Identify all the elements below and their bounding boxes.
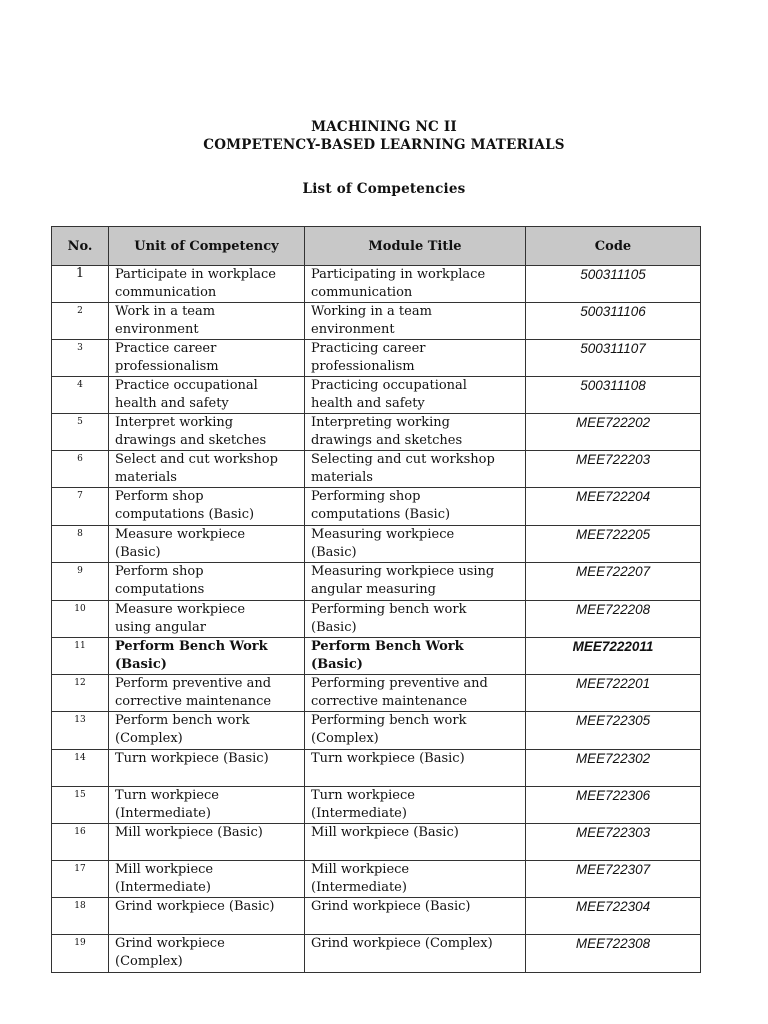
unit-text-line: (Intermediate) xyxy=(115,806,211,821)
module-title-cell xyxy=(305,526,526,563)
unit-text-line: Mill workpiece xyxy=(115,862,214,877)
row-number: 9 xyxy=(52,563,109,601)
module-title-cell xyxy=(305,340,526,377)
unit-of-competency-cell xyxy=(109,898,305,935)
module-text-line: (Complex) xyxy=(311,731,379,746)
unit-text-line: Mill workpiece (Basic) xyxy=(115,825,263,840)
module-text-line: Practicing occupational xyxy=(311,378,467,393)
code-cell: MEE722207 xyxy=(526,563,701,601)
table-row xyxy=(52,824,701,861)
module-title-cell xyxy=(305,787,526,824)
column-header-code: Code xyxy=(526,227,701,266)
unit-text-line: Turn workpiece xyxy=(115,788,219,803)
module-title-cell xyxy=(305,638,526,675)
module-text-line: angular measuring xyxy=(311,582,436,597)
module-text-line: corrective maintenance xyxy=(311,694,468,709)
unit-text-line: Turn workpiece (Basic) xyxy=(115,751,269,766)
unit-text-line: Participate in workplace xyxy=(115,267,276,282)
unit-of-competency-cell xyxy=(109,712,305,750)
table-row xyxy=(52,266,701,303)
unit-of-competency-cell xyxy=(109,861,305,898)
code-cell: MEE722306 xyxy=(526,787,701,824)
row-number: 16 xyxy=(52,824,109,861)
table-row xyxy=(52,638,701,675)
module-text-line: (Basic) xyxy=(311,620,357,635)
module-text-line: Performing preventive and xyxy=(311,676,488,691)
module-text-line: materials xyxy=(311,470,373,485)
unit-text-line: health and safety xyxy=(115,396,229,411)
unit-text-line: computations xyxy=(115,582,205,597)
module-title-cell xyxy=(305,861,526,898)
module-text-line: Grind workpiece (Basic) xyxy=(311,899,471,914)
table-row xyxy=(52,377,701,414)
unit-text-line: Perform shop xyxy=(115,489,204,504)
code-cell: MEE722308 xyxy=(526,935,701,973)
unit-text-line: Select and cut workshop xyxy=(115,452,278,467)
unit-text-line: Perform shop xyxy=(115,564,204,579)
unit-of-competency-cell xyxy=(109,526,305,563)
code-cell: MEE7222011 xyxy=(526,638,701,675)
unit-of-competency-cell xyxy=(109,787,305,824)
unit-text-line: Grind workpiece (Basic) xyxy=(115,899,275,914)
code-cell: 500311105 xyxy=(526,266,701,303)
module-text-line: Selecting and cut workshop xyxy=(311,452,495,467)
row-number: 4 xyxy=(52,377,109,414)
module-text-line: environment xyxy=(311,322,395,337)
module-text-line: health and safety xyxy=(311,396,425,411)
unit-of-competency-cell xyxy=(109,638,305,675)
table-row xyxy=(52,750,701,787)
module-text-line: communication xyxy=(311,285,413,300)
code-cell: MEE722302 xyxy=(526,750,701,787)
row-number: 2 xyxy=(52,303,109,340)
module-title-cell xyxy=(305,414,526,451)
module-text-line: professionalism xyxy=(311,359,415,374)
table-row xyxy=(52,861,701,898)
unit-of-competency-cell xyxy=(109,303,305,340)
table-row xyxy=(52,787,701,824)
module-text-line: Turn workpiece (Basic) xyxy=(311,751,465,766)
table-row xyxy=(52,526,701,563)
row-number: 11 xyxy=(52,638,109,675)
module-text-line: Perform Bench Work xyxy=(311,639,464,654)
unit-of-competency-cell xyxy=(109,266,305,303)
code-cell: MEE722204 xyxy=(526,488,701,526)
table-row xyxy=(52,488,701,526)
table-row xyxy=(52,414,701,451)
module-text-line: Mill workpiece (Basic) xyxy=(311,825,459,840)
code-cell: 500311106 xyxy=(526,303,701,340)
unit-text-line: (Basic) xyxy=(115,545,161,560)
row-number: 12 xyxy=(52,675,109,712)
unit-text-line: (Complex) xyxy=(115,731,183,746)
module-text-line: (Basic) xyxy=(311,657,363,672)
row-number: 5 xyxy=(52,414,109,451)
unit-of-competency-cell xyxy=(109,935,305,973)
code-cell: 500311108 xyxy=(526,377,701,414)
table-row xyxy=(52,563,701,601)
table-row xyxy=(52,601,701,638)
code-cell: MEE722307 xyxy=(526,861,701,898)
code-cell: MEE722205 xyxy=(526,526,701,563)
module-text-line: Interpreting working xyxy=(311,415,450,430)
row-number: 17 xyxy=(52,861,109,898)
unit-of-competency-cell xyxy=(109,675,305,712)
module-text-line: Performing bench work xyxy=(311,713,467,728)
table-row xyxy=(52,303,701,340)
unit-text-line: computations (Basic) xyxy=(115,507,255,522)
unit-text-line: communication xyxy=(115,285,217,300)
module-title-cell xyxy=(305,935,526,973)
module-title-cell xyxy=(305,601,526,638)
module-text-line: Performing bench work xyxy=(311,602,467,617)
module-text-line: Practicing career xyxy=(311,341,426,356)
unit-text-line: Practice career xyxy=(115,341,217,356)
table-row xyxy=(52,340,701,377)
row-number: 13 xyxy=(52,712,109,750)
unit-text-line: Perform bench work xyxy=(115,713,250,728)
row-number: 15 xyxy=(52,787,109,824)
code-cell: MEE722305 xyxy=(526,712,701,750)
unit-text-line: professionalism xyxy=(115,359,219,374)
module-text-line: Working in a team xyxy=(311,304,432,319)
unit-text-line: (Intermediate) xyxy=(115,880,211,895)
table-row xyxy=(52,898,701,935)
code-cell: MEE722208 xyxy=(526,601,701,638)
table-row xyxy=(52,712,701,750)
module-title-cell xyxy=(305,712,526,750)
document-title: MACHINING NC II xyxy=(311,119,457,135)
module-text-line: Turn workpiece xyxy=(311,788,415,803)
code-cell: MEE722201 xyxy=(526,675,701,712)
table-row xyxy=(52,675,701,712)
unit-text-line: corrective maintenance xyxy=(115,694,272,709)
unit-of-competency-cell xyxy=(109,488,305,526)
module-text-line: Measuring workpiece using xyxy=(311,564,495,579)
unit-of-competency-cell xyxy=(109,451,305,488)
unit-text-line: environment xyxy=(115,322,199,337)
unit-text-line: using angular xyxy=(115,620,206,635)
module-text-line: (Intermediate) xyxy=(311,880,407,895)
column-header-no: No. xyxy=(52,227,109,266)
unit-text-line: (Complex) xyxy=(115,954,183,969)
unit-text-line: (Basic) xyxy=(115,657,167,672)
module-title-cell xyxy=(305,266,526,303)
module-title-cell xyxy=(305,675,526,712)
unit-text-line: materials xyxy=(115,470,177,485)
unit-of-competency-cell xyxy=(109,824,305,861)
row-number: 3 xyxy=(52,340,109,377)
module-text-line: (Basic) xyxy=(311,545,357,560)
row-number: 10 xyxy=(52,601,109,638)
unit-text-line: Interpret working xyxy=(115,415,234,430)
column-header-unit: Unit of Competency xyxy=(109,227,305,266)
module-text-line: Participating in workplace xyxy=(311,267,486,282)
unit-text-line: Work in a team xyxy=(115,304,216,319)
module-title-cell xyxy=(305,377,526,414)
row-number: 8 xyxy=(52,526,109,563)
module-title-cell xyxy=(305,750,526,787)
document-subtitle: COMPETENCY-BASED LEARNING MATERIALS xyxy=(203,137,565,153)
code-cell: 500311107 xyxy=(526,340,701,377)
unit-of-competency-cell xyxy=(109,340,305,377)
module-text-line: Mill workpiece xyxy=(311,862,410,877)
unit-text-line: Perform Bench Work xyxy=(115,639,268,654)
unit-text-line: Measure workpiece xyxy=(115,527,246,542)
module-title-cell xyxy=(305,563,526,601)
unit-of-competency-cell xyxy=(109,414,305,451)
code-cell: MEE722202 xyxy=(526,414,701,451)
row-number: 1 xyxy=(52,266,109,303)
row-number: 19 xyxy=(52,935,109,973)
column-header-module: Module Title xyxy=(305,227,526,266)
module-title-cell xyxy=(305,898,526,935)
row-number: 14 xyxy=(52,750,109,787)
module-text-line: Measuring workpiece xyxy=(311,527,455,542)
unit-of-competency-cell xyxy=(109,750,305,787)
module-text-line: Grind workpiece (Complex) xyxy=(311,936,493,951)
unit-text-line: Measure workpiece xyxy=(115,602,246,617)
module-text-line: drawings and sketches xyxy=(311,433,463,448)
module-text-line: (Intermediate) xyxy=(311,806,407,821)
section-heading: List of Competencies xyxy=(302,181,466,197)
module-title-cell xyxy=(305,451,526,488)
unit-of-competency-cell xyxy=(109,377,305,414)
code-cell: MEE722303 xyxy=(526,824,701,861)
unit-of-competency-cell xyxy=(109,563,305,601)
module-text-line: Performing shop xyxy=(311,489,421,504)
code-cell: MEE722304 xyxy=(526,898,701,935)
table-header-row xyxy=(52,227,701,266)
row-number: 7 xyxy=(52,488,109,526)
row-number: 6 xyxy=(52,451,109,488)
row-number: 18 xyxy=(52,898,109,935)
unit-text-line: Perform preventive and xyxy=(115,676,272,691)
table-row xyxy=(52,451,701,488)
table-row xyxy=(52,935,701,973)
module-text-line: computations (Basic) xyxy=(311,507,451,522)
code-cell: MEE722203 xyxy=(526,451,701,488)
unit-text-line: Grind workpiece xyxy=(115,936,225,951)
competency-table xyxy=(51,226,701,973)
module-title-cell xyxy=(305,303,526,340)
unit-text-line: drawings and sketches xyxy=(115,433,267,448)
module-title-cell xyxy=(305,488,526,526)
unit-of-competency-cell xyxy=(109,601,305,638)
module-title-cell xyxy=(305,824,526,861)
unit-text-line: Practice occupational xyxy=(115,378,258,393)
